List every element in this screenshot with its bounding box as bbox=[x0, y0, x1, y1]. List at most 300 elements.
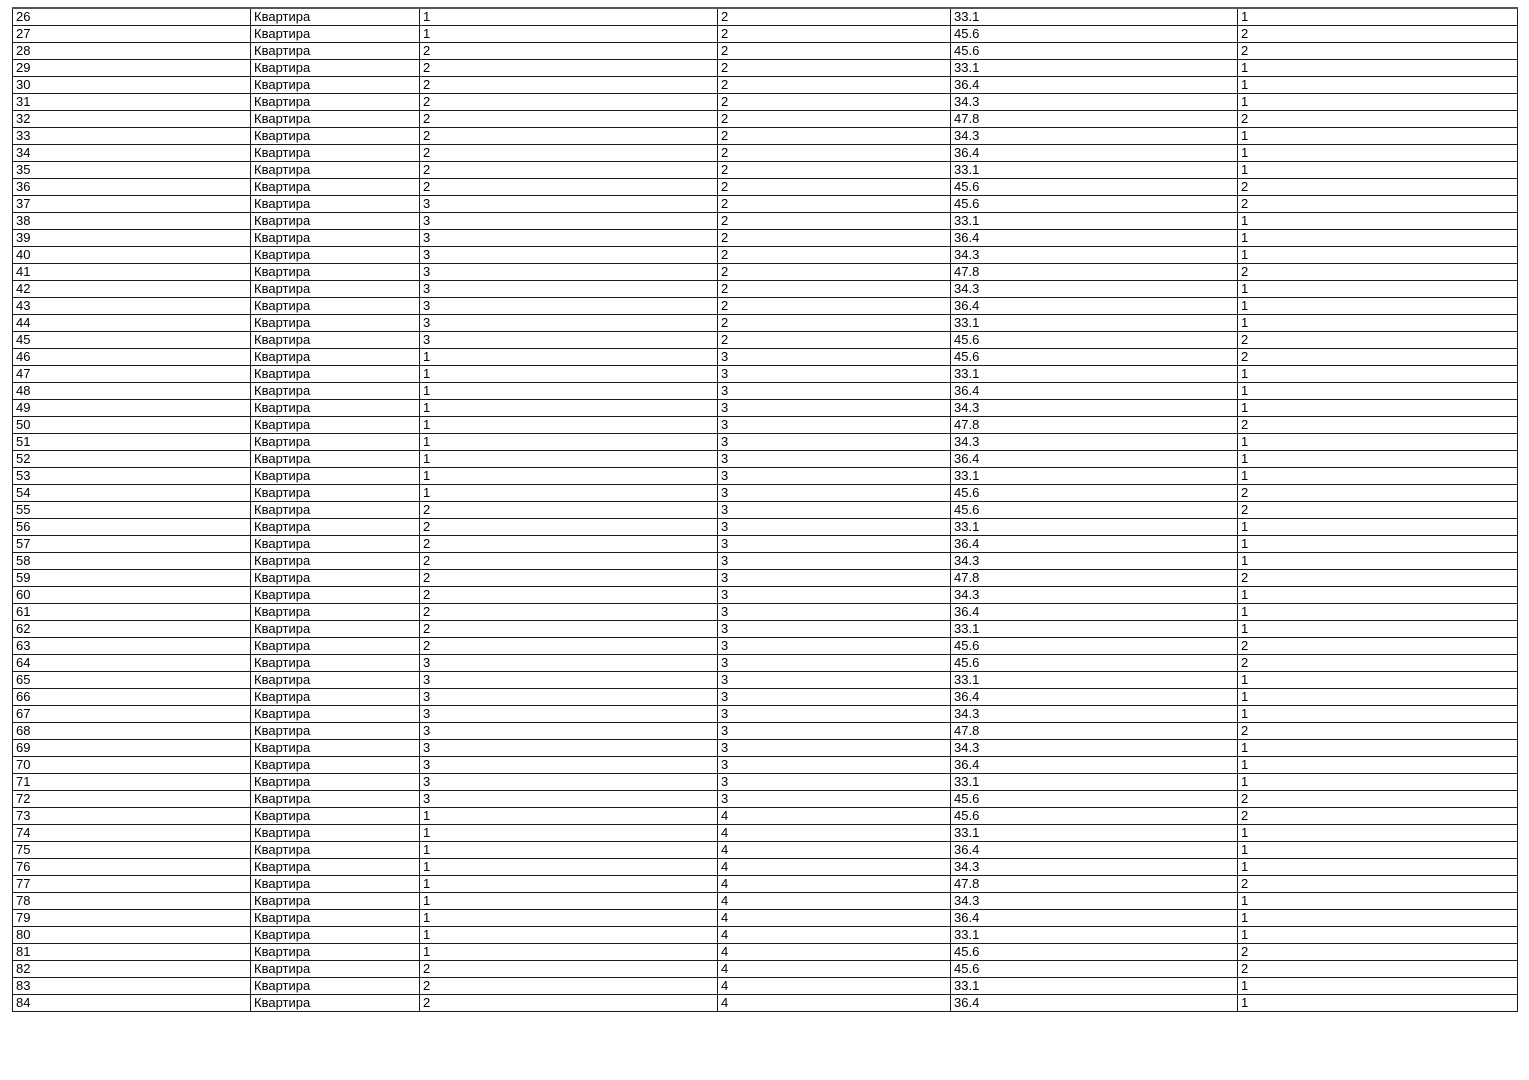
cell-entrance[interactable]: 3 bbox=[420, 723, 718, 740]
cell-row-number[interactable]: 66 bbox=[13, 689, 251, 706]
cell-object-type[interactable]: Квартира bbox=[251, 417, 420, 434]
table-row[interactable] bbox=[13, 451, 1518, 468]
cell-area[interactable]: 36.4 bbox=[951, 298, 1238, 315]
cell-area[interactable]: 33.1 bbox=[951, 774, 1238, 791]
table-row[interactable] bbox=[13, 281, 1518, 298]
cell-floor[interactable]: 3 bbox=[718, 604, 951, 621]
table-row[interactable] bbox=[13, 383, 1518, 400]
cell-floor[interactable]: 3 bbox=[718, 587, 951, 604]
cell-rooms[interactable]: 1 bbox=[1238, 621, 1518, 638]
table-row[interactable] bbox=[13, 94, 1518, 111]
cell-entrance[interactable]: 3 bbox=[420, 315, 718, 332]
cell-object-type[interactable]: Квартира bbox=[251, 536, 420, 553]
cell-entrance[interactable]: 1 bbox=[420, 417, 718, 434]
cell-row-number[interactable]: 69 bbox=[13, 740, 251, 757]
table-row[interactable] bbox=[13, 434, 1518, 451]
cell-object-type[interactable]: Квартира bbox=[251, 553, 420, 570]
cell-object-type[interactable]: Квартира bbox=[251, 519, 420, 536]
cell-rooms[interactable]: 2 bbox=[1238, 791, 1518, 808]
cell-object-type[interactable]: Квартира bbox=[251, 230, 420, 247]
cell-row-number[interactable]: 37 bbox=[13, 196, 251, 213]
cell-entrance[interactable]: 1 bbox=[420, 366, 718, 383]
cell-floor[interactable]: 3 bbox=[718, 383, 951, 400]
cell-rooms[interactable]: 1 bbox=[1238, 604, 1518, 621]
cell-entrance[interactable]: 3 bbox=[420, 213, 718, 230]
cell-row-number[interactable]: 46 bbox=[13, 349, 251, 366]
table-row[interactable] bbox=[13, 859, 1518, 876]
cell-rooms[interactable]: 1 bbox=[1238, 315, 1518, 332]
cell-area[interactable]: 33.1 bbox=[951, 60, 1238, 77]
cell-entrance[interactable]: 3 bbox=[420, 298, 718, 315]
cell-rooms[interactable]: 2 bbox=[1238, 196, 1518, 213]
cell-row-number[interactable]: 64 bbox=[13, 655, 251, 672]
cell-row-number[interactable]: 77 bbox=[13, 876, 251, 893]
cell-area[interactable]: 45.6 bbox=[951, 179, 1238, 196]
cell-entrance[interactable]: 3 bbox=[420, 281, 718, 298]
cell-floor[interactable]: 2 bbox=[718, 94, 951, 111]
cell-rooms[interactable]: 1 bbox=[1238, 128, 1518, 145]
cell-area[interactable]: 33.1 bbox=[951, 978, 1238, 995]
cell-entrance[interactable]: 2 bbox=[420, 638, 718, 655]
cell-entrance[interactable]: 1 bbox=[420, 893, 718, 910]
cell-rooms[interactable]: 2 bbox=[1238, 332, 1518, 349]
cell-floor[interactable]: 4 bbox=[718, 808, 951, 825]
cell-row-number[interactable]: 84 bbox=[13, 995, 251, 1012]
cell-entrance[interactable]: 2 bbox=[420, 502, 718, 519]
cell-floor[interactable]: 4 bbox=[718, 910, 951, 927]
cell-entrance[interactable]: 1 bbox=[420, 468, 718, 485]
cell-floor[interactable]: 3 bbox=[718, 689, 951, 706]
table-row[interactable] bbox=[13, 825, 1518, 842]
cell-floor[interactable]: 3 bbox=[718, 740, 951, 757]
table-row[interactable] bbox=[13, 740, 1518, 757]
cell-row-number[interactable]: 48 bbox=[13, 383, 251, 400]
cell-object-type[interactable]: Квартира bbox=[251, 638, 420, 655]
cell-area[interactable]: 45.6 bbox=[951, 196, 1238, 213]
cell-object-type[interactable]: Квартира bbox=[251, 757, 420, 774]
table-row[interactable] bbox=[13, 264, 1518, 281]
cell-object-type[interactable]: Квартира bbox=[251, 502, 420, 519]
cell-object-type[interactable]: Квартира bbox=[251, 706, 420, 723]
cell-entrance[interactable]: 2 bbox=[420, 995, 718, 1012]
cell-floor[interactable]: 3 bbox=[718, 655, 951, 672]
cell-row-number[interactable]: 59 bbox=[13, 570, 251, 587]
cell-floor[interactable]: 2 bbox=[718, 264, 951, 281]
cell-floor[interactable]: 3 bbox=[718, 638, 951, 655]
cell-row-number[interactable]: 54 bbox=[13, 485, 251, 502]
cell-floor[interactable]: 4 bbox=[718, 876, 951, 893]
cell-object-type[interactable]: Квартира bbox=[251, 995, 420, 1012]
cell-area[interactable]: 36.4 bbox=[951, 689, 1238, 706]
cell-entrance[interactable]: 2 bbox=[420, 77, 718, 94]
cell-rooms[interactable]: 1 bbox=[1238, 213, 1518, 230]
cell-entrance[interactable]: 2 bbox=[420, 162, 718, 179]
cell-rooms[interactable]: 2 bbox=[1238, 264, 1518, 281]
cell-entrance[interactable]: 1 bbox=[420, 451, 718, 468]
cell-entrance[interactable]: 1 bbox=[420, 876, 718, 893]
cell-floor[interactable]: 3 bbox=[718, 417, 951, 434]
cell-rooms[interactable]: 1 bbox=[1238, 60, 1518, 77]
cell-object-type[interactable]: Квартира bbox=[251, 910, 420, 927]
cell-row-number[interactable]: 53 bbox=[13, 468, 251, 485]
table-row[interactable] bbox=[13, 604, 1518, 621]
cell-row-number[interactable]: 35 bbox=[13, 162, 251, 179]
cell-floor[interactable]: 3 bbox=[718, 434, 951, 451]
cell-entrance[interactable]: 2 bbox=[420, 570, 718, 587]
cell-object-type[interactable]: Квартира bbox=[251, 825, 420, 842]
cell-entrance[interactable]: 1 bbox=[420, 349, 718, 366]
cell-object-type[interactable]: Квартира bbox=[251, 26, 420, 43]
cell-rooms[interactable]: 1 bbox=[1238, 689, 1518, 706]
cell-rooms[interactable]: 2 bbox=[1238, 723, 1518, 740]
cell-object-type[interactable]: Квартира bbox=[251, 247, 420, 264]
table-row[interactable] bbox=[13, 128, 1518, 145]
table-row[interactable] bbox=[13, 570, 1518, 587]
cell-entrance[interactable]: 1 bbox=[420, 8, 718, 26]
cell-row-number[interactable]: 39 bbox=[13, 230, 251, 247]
table-row[interactable] bbox=[13, 519, 1518, 536]
cell-row-number[interactable]: 80 bbox=[13, 927, 251, 944]
cell-floor[interactable]: 2 bbox=[718, 213, 951, 230]
table-row[interactable] bbox=[13, 77, 1518, 94]
table-row[interactable] bbox=[13, 995, 1518, 1012]
table-row[interactable] bbox=[13, 638, 1518, 655]
cell-area[interactable]: 36.4 bbox=[951, 230, 1238, 247]
table-row[interactable] bbox=[13, 43, 1518, 60]
cell-area[interactable]: 33.1 bbox=[951, 366, 1238, 383]
cell-entrance[interactable]: 2 bbox=[420, 553, 718, 570]
cell-object-type[interactable]: Квартира bbox=[251, 655, 420, 672]
cell-row-number[interactable]: 57 bbox=[13, 536, 251, 553]
table-row[interactable] bbox=[13, 400, 1518, 417]
cell-area[interactable]: 34.3 bbox=[951, 553, 1238, 570]
cell-row-number[interactable]: 62 bbox=[13, 621, 251, 638]
cell-row-number[interactable]: 74 bbox=[13, 825, 251, 842]
cell-row-number[interactable]: 68 bbox=[13, 723, 251, 740]
table-row[interactable] bbox=[13, 298, 1518, 315]
cell-floor[interactable]: 2 bbox=[718, 247, 951, 264]
cell-row-number[interactable]: 28 bbox=[13, 43, 251, 60]
cell-floor[interactable]: 3 bbox=[718, 570, 951, 587]
cell-object-type[interactable]: Квартира bbox=[251, 162, 420, 179]
cell-area[interactable]: 33.1 bbox=[951, 519, 1238, 536]
cell-row-number[interactable]: 78 bbox=[13, 893, 251, 910]
cell-entrance[interactable]: 1 bbox=[420, 808, 718, 825]
cell-object-type[interactable]: Квартира bbox=[251, 740, 420, 757]
cell-area[interactable]: 36.4 bbox=[951, 910, 1238, 927]
cell-row-number[interactable]: 73 bbox=[13, 808, 251, 825]
cell-object-type[interactable]: Квартира bbox=[251, 876, 420, 893]
cell-area[interactable]: 36.4 bbox=[951, 145, 1238, 162]
table-row[interactable] bbox=[13, 978, 1518, 995]
cell-area[interactable]: 47.8 bbox=[951, 264, 1238, 281]
cell-floor[interactable]: 4 bbox=[718, 893, 951, 910]
cell-area[interactable]: 33.1 bbox=[951, 315, 1238, 332]
cell-entrance[interactable]: 3 bbox=[420, 791, 718, 808]
cell-rooms[interactable]: 2 bbox=[1238, 349, 1518, 366]
cell-rooms[interactable]: 1 bbox=[1238, 94, 1518, 111]
table-row[interactable] bbox=[13, 944, 1518, 961]
table-row[interactable] bbox=[13, 689, 1518, 706]
cell-area[interactable]: 34.3 bbox=[951, 128, 1238, 145]
cell-object-type[interactable]: Квартира bbox=[251, 145, 420, 162]
table-row[interactable] bbox=[13, 723, 1518, 740]
cell-entrance[interactable]: 3 bbox=[420, 740, 718, 757]
cell-object-type[interactable]: Квартира bbox=[251, 978, 420, 995]
cell-entrance[interactable]: 3 bbox=[420, 196, 718, 213]
cell-entrance[interactable]: 2 bbox=[420, 536, 718, 553]
cell-area[interactable]: 33.1 bbox=[951, 468, 1238, 485]
cell-row-number[interactable]: 50 bbox=[13, 417, 251, 434]
cell-row-number[interactable]: 45 bbox=[13, 332, 251, 349]
table-row[interactable] bbox=[13, 247, 1518, 264]
cell-area[interactable]: 34.3 bbox=[951, 706, 1238, 723]
cell-entrance[interactable]: 2 bbox=[420, 604, 718, 621]
cell-floor[interactable]: 3 bbox=[718, 774, 951, 791]
cell-row-number[interactable]: 67 bbox=[13, 706, 251, 723]
cell-row-number[interactable]: 26 bbox=[13, 8, 251, 26]
cell-rooms[interactable]: 1 bbox=[1238, 247, 1518, 264]
cell-floor[interactable]: 4 bbox=[718, 995, 951, 1012]
table-row[interactable] bbox=[13, 315, 1518, 332]
cell-rooms[interactable]: 2 bbox=[1238, 417, 1518, 434]
table-row[interactable] bbox=[13, 621, 1518, 638]
cell-object-type[interactable]: Квартира bbox=[251, 213, 420, 230]
cell-floor[interactable]: 3 bbox=[718, 553, 951, 570]
cell-entrance[interactable]: 3 bbox=[420, 230, 718, 247]
cell-object-type[interactable]: Квартира bbox=[251, 111, 420, 128]
cell-floor[interactable]: 2 bbox=[718, 230, 951, 247]
cell-area[interactable]: 45.6 bbox=[951, 485, 1238, 502]
cell-rooms[interactable]: 1 bbox=[1238, 893, 1518, 910]
cell-object-type[interactable]: Квартира bbox=[251, 332, 420, 349]
cell-rooms[interactable]: 2 bbox=[1238, 876, 1518, 893]
cell-area[interactable]: 33.1 bbox=[951, 672, 1238, 689]
cell-rooms[interactable]: 2 bbox=[1238, 502, 1518, 519]
table-row[interactable] bbox=[13, 485, 1518, 502]
cell-floor[interactable]: 2 bbox=[718, 43, 951, 60]
cell-object-type[interactable]: Квартира bbox=[251, 859, 420, 876]
cell-area[interactable]: 34.3 bbox=[951, 434, 1238, 451]
cell-rooms[interactable]: 1 bbox=[1238, 298, 1518, 315]
cell-area[interactable]: 47.8 bbox=[951, 570, 1238, 587]
cell-entrance[interactable]: 2 bbox=[420, 179, 718, 196]
cell-entrance[interactable]: 3 bbox=[420, 774, 718, 791]
cell-area[interactable]: 33.1 bbox=[951, 825, 1238, 842]
cell-row-number[interactable]: 72 bbox=[13, 791, 251, 808]
cell-floor[interactable]: 3 bbox=[718, 672, 951, 689]
table-row[interactable] bbox=[13, 655, 1518, 672]
cell-area[interactable]: 36.4 bbox=[951, 383, 1238, 400]
cell-rooms[interactable]: 1 bbox=[1238, 162, 1518, 179]
cell-area[interactable]: 45.6 bbox=[951, 961, 1238, 978]
cell-object-type[interactable]: Квартира bbox=[251, 944, 420, 961]
cell-row-number[interactable]: 71 bbox=[13, 774, 251, 791]
table-row[interactable] bbox=[13, 502, 1518, 519]
cell-object-type[interactable]: Квартира bbox=[251, 808, 420, 825]
cell-floor[interactable]: 3 bbox=[718, 451, 951, 468]
cell-floor[interactable]: 3 bbox=[718, 349, 951, 366]
table-row[interactable] bbox=[13, 842, 1518, 859]
cell-floor[interactable]: 2 bbox=[718, 196, 951, 213]
table-row[interactable] bbox=[13, 961, 1518, 978]
cell-area[interactable]: 34.3 bbox=[951, 587, 1238, 604]
cell-row-number[interactable]: 55 bbox=[13, 502, 251, 519]
cell-rooms[interactable]: 1 bbox=[1238, 587, 1518, 604]
cell-rooms[interactable]: 1 bbox=[1238, 825, 1518, 842]
cell-row-number[interactable]: 44 bbox=[13, 315, 251, 332]
cell-entrance[interactable]: 3 bbox=[420, 655, 718, 672]
cell-rooms[interactable]: 1 bbox=[1238, 706, 1518, 723]
cell-floor[interactable]: 2 bbox=[718, 315, 951, 332]
table-row[interactable] bbox=[13, 468, 1518, 485]
cell-row-number[interactable]: 65 bbox=[13, 672, 251, 689]
cell-floor[interactable]: 4 bbox=[718, 978, 951, 995]
cell-object-type[interactable]: Квартира bbox=[251, 485, 420, 502]
table-row[interactable] bbox=[13, 366, 1518, 383]
cell-object-type[interactable]: Квартира bbox=[251, 43, 420, 60]
cell-object-type[interactable]: Квартира bbox=[251, 468, 420, 485]
cell-entrance[interactable]: 2 bbox=[420, 94, 718, 111]
cell-floor[interactable]: 2 bbox=[718, 281, 951, 298]
cell-area[interactable]: 36.4 bbox=[951, 757, 1238, 774]
cell-entrance[interactable]: 2 bbox=[420, 60, 718, 77]
cell-object-type[interactable]: Квартира bbox=[251, 349, 420, 366]
table-row[interactable] bbox=[13, 927, 1518, 944]
cell-area[interactable]: 45.6 bbox=[951, 638, 1238, 655]
cell-area[interactable]: 34.3 bbox=[951, 740, 1238, 757]
cell-entrance[interactable]: 2 bbox=[420, 128, 718, 145]
cell-floor[interactable]: 2 bbox=[718, 332, 951, 349]
cell-row-number[interactable]: 36 bbox=[13, 179, 251, 196]
cell-row-number[interactable]: 29 bbox=[13, 60, 251, 77]
cell-entrance[interactable]: 1 bbox=[420, 400, 718, 417]
cell-area[interactable]: 36.4 bbox=[951, 604, 1238, 621]
cell-area[interactable]: 47.8 bbox=[951, 723, 1238, 740]
cell-area[interactable]: 33.1 bbox=[951, 213, 1238, 230]
cell-entrance[interactable]: 1 bbox=[420, 485, 718, 502]
cell-entrance[interactable]: 1 bbox=[420, 842, 718, 859]
table-row[interactable] bbox=[13, 553, 1518, 570]
cell-entrance[interactable]: 3 bbox=[420, 332, 718, 349]
cell-rooms[interactable]: 2 bbox=[1238, 638, 1518, 655]
cell-rooms[interactable]: 1 bbox=[1238, 8, 1518, 26]
cell-rooms[interactable]: 1 bbox=[1238, 366, 1518, 383]
cell-area[interactable]: 45.6 bbox=[951, 791, 1238, 808]
table-row[interactable] bbox=[13, 26, 1518, 43]
cell-area[interactable]: 45.6 bbox=[951, 502, 1238, 519]
cell-row-number[interactable]: 83 bbox=[13, 978, 251, 995]
cell-entrance[interactable]: 3 bbox=[420, 672, 718, 689]
cell-rooms[interactable]: 1 bbox=[1238, 910, 1518, 927]
cell-entrance[interactable]: 1 bbox=[420, 927, 718, 944]
cell-row-number[interactable]: 27 bbox=[13, 26, 251, 43]
cell-row-number[interactable]: 61 bbox=[13, 604, 251, 621]
cell-object-type[interactable]: Квартира bbox=[251, 774, 420, 791]
cell-entrance[interactable]: 2 bbox=[420, 43, 718, 60]
cell-floor[interactable]: 2 bbox=[718, 8, 951, 26]
cell-rooms[interactable]: 1 bbox=[1238, 400, 1518, 417]
cell-row-number[interactable]: 41 bbox=[13, 264, 251, 281]
cell-rooms[interactable]: 2 bbox=[1238, 111, 1518, 128]
cell-area[interactable]: 34.3 bbox=[951, 94, 1238, 111]
cell-row-number[interactable]: 79 bbox=[13, 910, 251, 927]
cell-object-type[interactable]: Квартира bbox=[251, 927, 420, 944]
cell-row-number[interactable]: 82 bbox=[13, 961, 251, 978]
cell-row-number[interactable]: 32 bbox=[13, 111, 251, 128]
cell-rooms[interactable]: 1 bbox=[1238, 281, 1518, 298]
cell-floor[interactable]: 3 bbox=[718, 621, 951, 638]
cell-object-type[interactable]: Квартира bbox=[251, 451, 420, 468]
cell-row-number[interactable]: 33 bbox=[13, 128, 251, 145]
cell-floor[interactable]: 3 bbox=[718, 791, 951, 808]
cell-floor[interactable]: 3 bbox=[718, 468, 951, 485]
cell-rooms[interactable]: 1 bbox=[1238, 451, 1518, 468]
cell-object-type[interactable]: Квартира bbox=[251, 60, 420, 77]
table-row[interactable] bbox=[13, 111, 1518, 128]
cell-floor[interactable]: 3 bbox=[718, 485, 951, 502]
table-row[interactable] bbox=[13, 349, 1518, 366]
cell-rooms[interactable]: 1 bbox=[1238, 468, 1518, 485]
cell-object-type[interactable]: Квартира bbox=[251, 672, 420, 689]
cell-object-type[interactable]: Квартира bbox=[251, 961, 420, 978]
cell-object-type[interactable]: Квартира bbox=[251, 893, 420, 910]
cell-object-type[interactable]: Квартира bbox=[251, 94, 420, 111]
cell-floor[interactable]: 3 bbox=[718, 366, 951, 383]
cell-floor[interactable]: 3 bbox=[718, 706, 951, 723]
cell-rooms[interactable]: 1 bbox=[1238, 383, 1518, 400]
cell-object-type[interactable]: Квартира bbox=[251, 315, 420, 332]
cell-object-type[interactable]: Квартира bbox=[251, 196, 420, 213]
cell-row-number[interactable]: 34 bbox=[13, 145, 251, 162]
cell-area[interactable]: 36.4 bbox=[951, 995, 1238, 1012]
cell-area[interactable]: 36.4 bbox=[951, 536, 1238, 553]
table-row[interactable] bbox=[13, 876, 1518, 893]
cell-row-number[interactable]: 75 bbox=[13, 842, 251, 859]
cell-area[interactable]: 36.4 bbox=[951, 451, 1238, 468]
cell-area[interactable]: 45.6 bbox=[951, 43, 1238, 60]
cell-area[interactable]: 33.1 bbox=[951, 927, 1238, 944]
cell-entrance[interactable]: 2 bbox=[420, 978, 718, 995]
cell-floor[interactable]: 4 bbox=[718, 859, 951, 876]
cell-rooms[interactable]: 1 bbox=[1238, 434, 1518, 451]
cell-entrance[interactable]: 1 bbox=[420, 434, 718, 451]
table-row[interactable] bbox=[13, 757, 1518, 774]
cell-area[interactable]: 45.6 bbox=[951, 349, 1238, 366]
cell-area[interactable]: 34.3 bbox=[951, 859, 1238, 876]
cell-row-number[interactable]: 60 bbox=[13, 587, 251, 604]
cell-object-type[interactable]: Квартира bbox=[251, 128, 420, 145]
cell-area[interactable]: 45.6 bbox=[951, 808, 1238, 825]
cell-rooms[interactable]: 1 bbox=[1238, 672, 1518, 689]
table-row[interactable] bbox=[13, 587, 1518, 604]
cell-entrance[interactable]: 3 bbox=[420, 757, 718, 774]
cell-object-type[interactable]: Квартира bbox=[251, 8, 420, 26]
cell-rooms[interactable]: 2 bbox=[1238, 43, 1518, 60]
cell-object-type[interactable]: Квартира bbox=[251, 383, 420, 400]
cell-area[interactable]: 33.1 bbox=[951, 162, 1238, 179]
cell-floor[interactable]: 2 bbox=[718, 26, 951, 43]
cell-entrance[interactable]: 1 bbox=[420, 859, 718, 876]
cell-rooms[interactable]: 1 bbox=[1238, 740, 1518, 757]
cell-object-type[interactable]: Квартира bbox=[251, 400, 420, 417]
table-row[interactable] bbox=[13, 213, 1518, 230]
cell-entrance[interactable]: 1 bbox=[420, 944, 718, 961]
cell-row-number[interactable]: 52 bbox=[13, 451, 251, 468]
cell-object-type[interactable]: Квартира bbox=[251, 621, 420, 638]
cell-rooms[interactable]: 1 bbox=[1238, 536, 1518, 553]
cell-row-number[interactable]: 43 bbox=[13, 298, 251, 315]
